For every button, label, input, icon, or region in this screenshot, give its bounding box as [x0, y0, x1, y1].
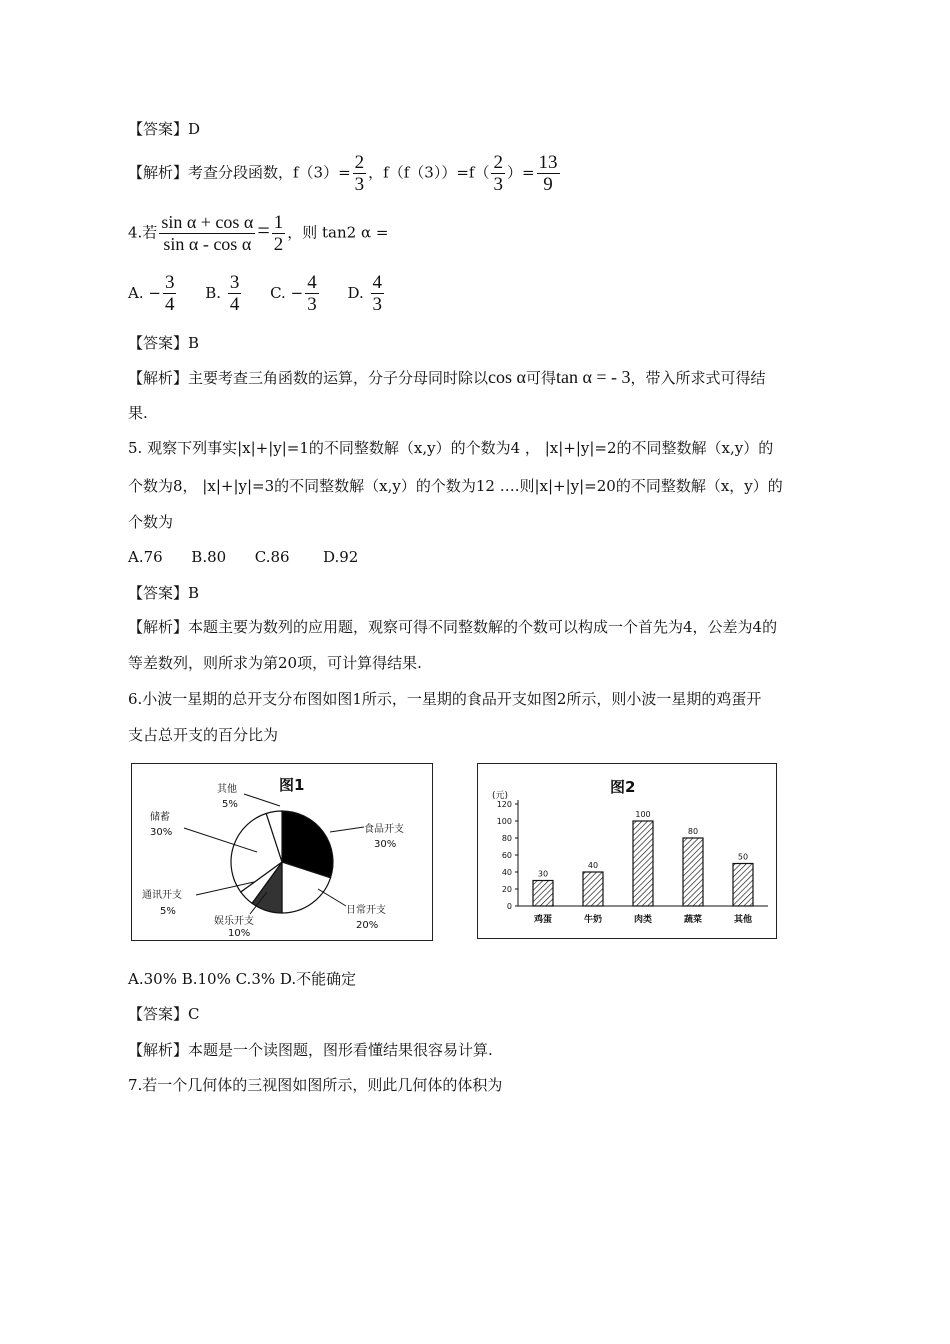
bar-2 [633, 821, 653, 906]
q6-line2: 支占总开支的百分比为 [128, 726, 279, 744]
pie-label-other: 其他 [217, 784, 237, 795]
pie-chart [132, 764, 432, 940]
q3-analysis: 【解析】考查分段函数，f（3）= $\frac{2}{3}$ ，f（f（3））=f（ $\frac{2}{3}$ ）= $\frac{13}{9}$ [128, 152, 558, 195]
x-tick-label-0: 鸡蛋 [533, 915, 553, 925]
q7-line1: 7.若一个几何体的三视图如图所示，则此几何体的体积为 [128, 1076, 503, 1094]
q3-answer: 【答案】D [128, 120, 201, 138]
q6-answer: 【答案】C [128, 1005, 200, 1023]
fraction: $\frac{13}{9}$ [538, 152, 558, 195]
q5-analysis1: 【解析】本题主要为数列的应用题，观察可得不同整数解的个数可以构成一个首先为4，公差为4的 [128, 618, 778, 636]
bar-value-label-4: 50 [737, 852, 749, 862]
pie-pct-other: 5% [222, 799, 238, 810]
option-a: A. − $\frac{3}{4}$ [128, 272, 175, 315]
q5-analysis2: 等差数列，则所求为第20项，可计算得结果. [128, 654, 422, 672]
bar-1 [583, 872, 603, 906]
fraction: $\frac{2}{3}$ [354, 152, 365, 195]
y-tick-label-3: 60 [501, 851, 512, 860]
bar-chart [478, 764, 776, 938]
x-tick-label-1: 牛奶 [583, 915, 603, 925]
y-tick-label-2: 40 [501, 868, 512, 877]
q6-options: A.30% B.10% C.3% D.不能确定 [128, 970, 357, 988]
q4-answer: 【答案】B [128, 334, 200, 352]
pie-label-ent: 娱乐开支 [214, 916, 254, 927]
option-d: D. $\frac{4}{3}$ [347, 272, 383, 315]
bar-value-label-1: 40 [587, 861, 599, 870]
x-tick-label-3: 蔬菜 [683, 915, 703, 925]
pie-title: 图1 [279, 776, 305, 794]
figure-1-pie [131, 763, 433, 941]
q4-question: 4.若 $\frac{\text{sin α + cos α}}{\text{sin α - cos α}}$ = $\frac{1}{2}$ ，则 tan2 α = [128, 212, 389, 255]
bar-title: 图2 [610, 778, 636, 796]
pie-pct-food: 30% [374, 839, 397, 850]
figure-2-bar [477, 763, 777, 939]
q4-options [128, 272, 386, 315]
pie-pct-savings: 30% [150, 827, 173, 838]
x-tick-label-2: 肉类 [633, 915, 653, 925]
option-b: B. $\frac{3}{4}$ [205, 272, 240, 315]
pie-label-comm: 通讯开支 [142, 890, 182, 901]
q4-analysis: 【解析】主要考查三角函数的运算，分子分母同时除以cos α可得tan α = - 3，带入所求式可得结 [128, 367, 766, 387]
q5-line2: 个数为8， |x|+|y|=3的不同整数解（x,y）的个数为12 ….则|x|+|y|=20的不同整数解（x，y）的 [128, 477, 783, 495]
pie-pct-ent: 10% [228, 928, 251, 939]
bar-value-label-0: 30 [537, 869, 549, 879]
bar-ylabel: (元) [492, 791, 509, 801]
q6-analysis: 【解析】本题是一个读图题，图形看懂结果很容易计算. [128, 1041, 493, 1059]
q5-line1: 5. 观察下列事实|x|+|y|=1的不同整数解（x,y）的个数为4 ， |x|+|y|=2的不同整数解（x,y）的 [128, 439, 774, 457]
pie-pct-comm: 5% [160, 906, 176, 917]
y-tick-label-4: 80 [501, 834, 512, 843]
pie-label-savings: 储蓄 [150, 812, 170, 823]
bar-4 [733, 864, 753, 907]
q5-answer: 【答案】B [128, 584, 200, 602]
y-tick-label-6: 120 [496, 800, 512, 809]
y-tick-label-0: 0 [506, 902, 512, 911]
pie-label-daily: 日常开支 [346, 905, 386, 916]
y-tick-label-1: 20 [501, 885, 512, 894]
q6-line1: 6.小波一星期的总开支分布图如图1所示，一星期的食品开支如图2所示，则小波一星期的鸡蛋开 [128, 690, 762, 708]
pie-pct-daily: 20% [356, 920, 379, 931]
bar-value-label-2: 100 [635, 810, 651, 819]
x-tick-label-4: 其他 [733, 915, 753, 925]
bar-0 [533, 881, 553, 907]
q5-options: A.76 B.80 C.86 D.92 [128, 548, 359, 566]
option-c: C. − $\frac{4}{3}$ [270, 272, 317, 315]
fraction: $\frac{1}{2}$ [273, 212, 284, 255]
y-tick-label-5: 100 [496, 817, 512, 826]
q5-line3: 个数为 [128, 513, 174, 531]
q4-analysis-cont: 果. [128, 404, 148, 422]
fraction: $\frac{\text{sin α + cos α}}{\text{sin α - cos α}}$ [161, 212, 254, 254]
bar-value-label-3: 80 [687, 827, 699, 836]
bar-3 [683, 838, 703, 906]
pie-label-food: 食品开支 [364, 824, 404, 835]
fraction: $\frac{2}{3}$ [493, 152, 503, 195]
